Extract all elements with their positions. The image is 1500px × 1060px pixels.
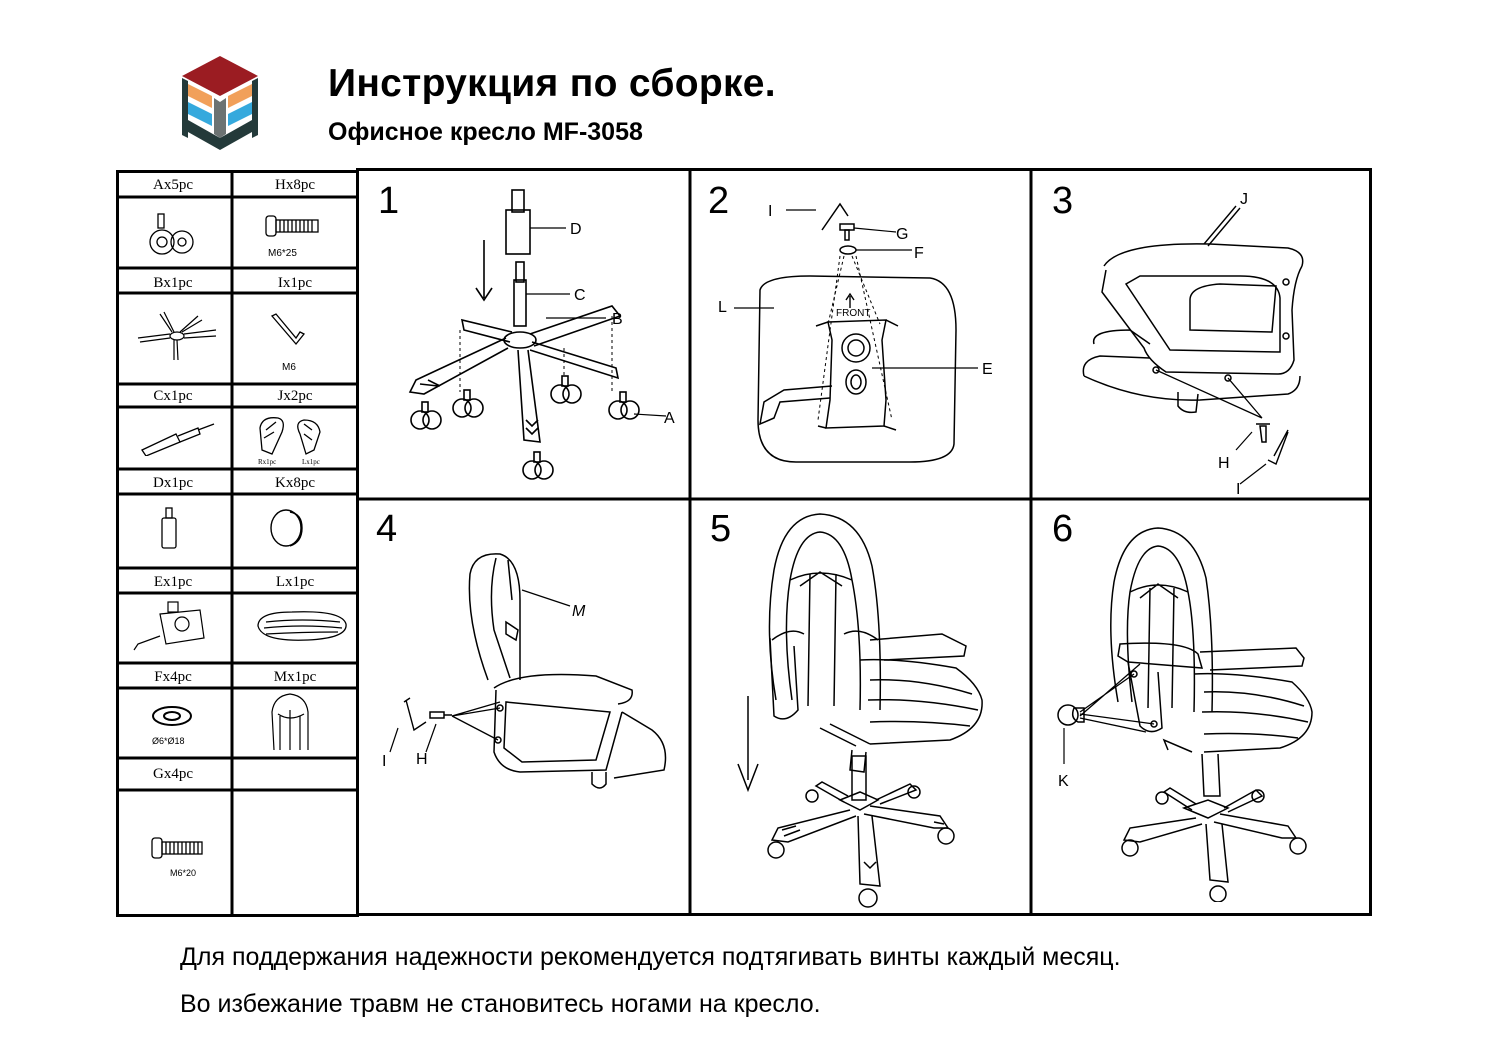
step-1-label-a: A [664, 410, 675, 427]
part-label-m: Mx1pc [273, 669, 317, 685]
mechanism-icon [130, 600, 220, 652]
step-2-label-e: E [982, 361, 993, 378]
part-label-j: Jx2pc [277, 388, 313, 404]
step-6-illustration [1044, 522, 1364, 902]
safety-notes [180, 934, 1121, 1028]
parts-list [116, 170, 358, 916]
seat-cushion-icon [252, 606, 352, 646]
bolt-icon [264, 212, 324, 240]
short-bolt-icon [150, 834, 210, 862]
part-spec-f: Ø6*Ø18 [152, 736, 185, 746]
step-4-label-i: I [382, 753, 387, 770]
note-do-not-stand: Во избежание травм не становитесь ногами на кресло. [180, 990, 821, 1018]
page-subtitle: Офисное кресло MF-3058 [328, 118, 643, 146]
part-label-h: Hx8pc [275, 177, 315, 193]
gas-lift-icon [136, 420, 220, 456]
step-1-label-d: D [570, 221, 582, 238]
step-3-label-i: I [1236, 481, 1241, 498]
step-2-number: 2 [708, 180, 730, 222]
part-spec-g: M6*20 [170, 868, 197, 878]
step-1-illustration [380, 180, 690, 500]
step-2-illustration [700, 180, 1028, 498]
step-6-label-k: K [1058, 773, 1069, 790]
part-label-a: Ax5pc [153, 177, 193, 193]
step-2-label-g: G [896, 226, 909, 243]
page-title: Инструкция по сборке. [328, 62, 776, 105]
step-2-label-i: I [768, 203, 773, 220]
part-label-l: Lx1pc [275, 574, 315, 590]
step-3-number: 3 [1052, 180, 1074, 222]
part-spec-i: M6 [282, 362, 296, 373]
step-3-label-j: J [1240, 191, 1248, 208]
step-4-illustration [370, 530, 688, 800]
part-label-e: Ex1pc [153, 574, 193, 590]
brand-logo [178, 54, 262, 158]
part-label-d: Dx1pc [153, 475, 193, 491]
part-label-g: Gx4pc [153, 766, 193, 782]
gas-lift-cover-icon [158, 506, 182, 552]
part-spec-h: M6*25 [268, 248, 297, 259]
step-5-illustration [720, 510, 1020, 910]
step-2-label-l: L [718, 299, 727, 316]
part-label-k: Kx8pc [275, 475, 315, 491]
cap-icon [266, 506, 310, 552]
backrest-icon [266, 692, 316, 754]
step-1-number: 1 [378, 180, 400, 222]
part-label-i: Ix1pc [277, 275, 313, 291]
step-6-number: 6 [1052, 508, 1074, 550]
part-spec-jl: Lx1pc [302, 458, 320, 466]
step-2-label-f: F [914, 245, 924, 262]
note-tighten-screws: Для поддержания надежности рекомендуется подтягивать винты каждый месяц. [180, 943, 1121, 971]
part-label-b: Bx1pc [153, 275, 193, 291]
part-label-f: Fx4pc [154, 669, 192, 685]
step-5-number: 5 [710, 508, 732, 550]
armrests-icon [256, 414, 346, 458]
star-base-icon [134, 308, 220, 364]
step-1-label-b: B [612, 311, 623, 328]
part-label-c: Cx1pc [153, 388, 193, 404]
step-4-number: 4 [376, 508, 398, 550]
step-2-front-label: FRONT [836, 308, 871, 319]
step-4-label-m: M [572, 603, 586, 620]
step-3-label-h: H [1218, 455, 1230, 472]
step-4-label-h: H [416, 751, 428, 768]
washer-icon [150, 704, 194, 728]
caster-wheel-icon [146, 210, 206, 260]
part-spec-jr: Rx1pc [258, 458, 277, 466]
step-3-illustration [1040, 180, 1368, 500]
step-1-label-c: C [574, 287, 586, 304]
hex-key-icon [268, 310, 308, 354]
